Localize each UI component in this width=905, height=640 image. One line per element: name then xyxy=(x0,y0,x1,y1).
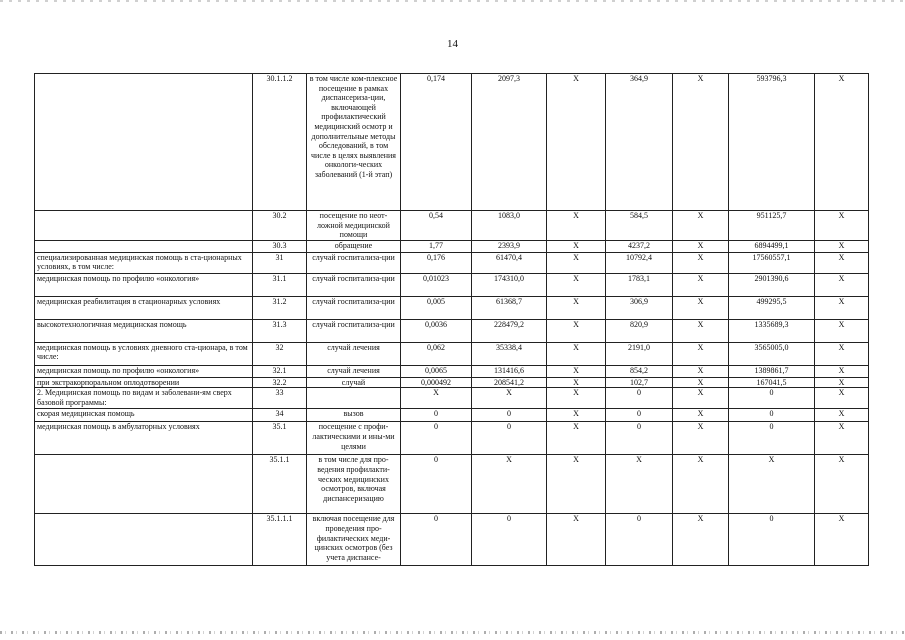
cell-c7: X xyxy=(815,514,869,566)
cell-c6: 0 xyxy=(729,514,815,566)
cell-c5: X xyxy=(673,319,729,342)
cell-unit: случай xyxy=(307,377,401,388)
cell-c6: 1389861,7 xyxy=(729,365,815,377)
cell-c3: X xyxy=(547,455,606,514)
cell-c7: X xyxy=(815,409,869,422)
cell-c7: X xyxy=(815,342,869,365)
cell-unit xyxy=(307,388,401,409)
cell-unit: случай госпитализа-ции xyxy=(307,252,401,273)
cell-name: специализированная медицинская помощь в ста-ционарных условиях, в том числе: xyxy=(35,252,253,273)
cell-c5: X xyxy=(673,240,729,252)
cell-code: 35.1 xyxy=(253,422,307,455)
cell-c7: X xyxy=(815,388,869,409)
cell-code: 35.1.1.1 xyxy=(253,514,307,566)
cell-c4: 4237,2 xyxy=(606,240,673,252)
table-row xyxy=(35,342,869,365)
cell-name xyxy=(35,74,253,211)
cell-code: 31 xyxy=(253,252,307,273)
cell-c2: 0 xyxy=(472,409,547,422)
cell-c3: X xyxy=(547,377,606,388)
table-row xyxy=(35,365,869,377)
cell-code: 31.3 xyxy=(253,319,307,342)
cell-c5: X xyxy=(673,74,729,211)
cell-c2: 174310,0 xyxy=(472,273,547,296)
cell-c2: 61470,4 xyxy=(472,252,547,273)
cell-c7: X xyxy=(815,273,869,296)
cell-c2: 35338,4 xyxy=(472,342,547,365)
cell-c5: X xyxy=(673,211,729,241)
cell-c6: 2901390,6 xyxy=(729,273,815,296)
table-row xyxy=(35,455,869,514)
cell-c2: X xyxy=(472,455,547,514)
cell-unit: случай госпитализа-ции xyxy=(307,273,401,296)
cell-c5: X xyxy=(673,365,729,377)
cell-c5: X xyxy=(673,409,729,422)
cell-c4: 584,5 xyxy=(606,211,673,241)
cell-c4: 2191,0 xyxy=(606,342,673,365)
cell-c1: 0 xyxy=(401,455,472,514)
cell-c7: X xyxy=(815,296,869,319)
cell-c6: 167041,5 xyxy=(729,377,815,388)
cell-unit: вызов xyxy=(307,409,401,422)
cell-c7: X xyxy=(815,422,869,455)
cell-c3: X xyxy=(547,422,606,455)
cell-code: 31.1 xyxy=(253,273,307,296)
cell-c5: X xyxy=(673,252,729,273)
cell-c3: X xyxy=(547,388,606,409)
cell-unit: посещение с профи-лактическими и ины-ми целями xyxy=(307,422,401,455)
cell-c1: 0,062 xyxy=(401,342,472,365)
table-row xyxy=(35,377,869,388)
cell-c7: X xyxy=(815,211,869,241)
cell-c7: X xyxy=(815,252,869,273)
cell-c2: 61368,7 xyxy=(472,296,547,319)
cell-c3: X xyxy=(547,240,606,252)
cell-c6: X xyxy=(729,455,815,514)
cell-unit: в том числе ком-плексное посещение в рамках диспансериза-ции, включающей профилактический медицинский осмотр и дополнительные методы обследований, в том числе в целях выявления онкологи-ческих заболеваний (1-й этап) xyxy=(307,74,401,211)
table-row xyxy=(35,409,869,422)
cell-c1: 0,0036 xyxy=(401,319,472,342)
cell-c1: 0,005 xyxy=(401,296,472,319)
cell-name: медицинская помощь в условиях дневного ста-ционара, в том числе: xyxy=(35,342,253,365)
cell-c5: X xyxy=(673,377,729,388)
cell-c6: 0 xyxy=(729,422,815,455)
cell-c7: X xyxy=(815,377,869,388)
cell-c1: 0 xyxy=(401,409,472,422)
cell-c2: 208541,2 xyxy=(472,377,547,388)
cell-code: 33 xyxy=(253,388,307,409)
cell-c2: 2393,9 xyxy=(472,240,547,252)
cell-code: 35.1.1 xyxy=(253,455,307,514)
cell-name: скорая медицинская помощь xyxy=(35,409,253,422)
cell-code: 32 xyxy=(253,342,307,365)
cell-name: медицинская помощь по профилю «онкология» xyxy=(35,365,253,377)
cell-code: 30.3 xyxy=(253,240,307,252)
table-row xyxy=(35,514,869,566)
cell-c7: X xyxy=(815,319,869,342)
cell-c4: 0 xyxy=(606,514,673,566)
cell-c4: 1783,1 xyxy=(606,273,673,296)
cell-c7: X xyxy=(815,74,869,211)
scan-noise-top xyxy=(0,0,905,2)
cell-c6: 17560557,1 xyxy=(729,252,815,273)
cell-unit: включая посещение для проведения про-филактических меди-цинских осмотров (без учета диспансе- xyxy=(307,514,401,566)
cell-c2: 2097,3 xyxy=(472,74,547,211)
table-row xyxy=(35,74,869,211)
cell-c4: 364,9 xyxy=(606,74,673,211)
cell-c1: 0,54 xyxy=(401,211,472,241)
cell-c5: X xyxy=(673,273,729,296)
table-row xyxy=(35,273,869,296)
cell-c4: 102,7 xyxy=(606,377,673,388)
cell-c3: X xyxy=(547,273,606,296)
cell-c6: 951125,7 xyxy=(729,211,815,241)
cell-unit: обращение xyxy=(307,240,401,252)
cell-c6: 6894499,1 xyxy=(729,240,815,252)
cell-c6: 593796,3 xyxy=(729,74,815,211)
table-row xyxy=(35,422,869,455)
cell-c1: 0,0065 xyxy=(401,365,472,377)
cell-code: 32.2 xyxy=(253,377,307,388)
cell-c7: X xyxy=(815,365,869,377)
table-body xyxy=(35,74,869,566)
cell-c7: X xyxy=(815,240,869,252)
cell-c6: 3565005,0 xyxy=(729,342,815,365)
cell-c5: X xyxy=(673,388,729,409)
cell-c1: 0,000492 xyxy=(401,377,472,388)
cell-c1: 0,176 xyxy=(401,252,472,273)
cell-c3: X xyxy=(547,342,606,365)
cell-name xyxy=(35,514,253,566)
cell-c4: 306,9 xyxy=(606,296,673,319)
cell-c4: 0 xyxy=(606,422,673,455)
cell-c6: 0 xyxy=(729,388,815,409)
table-row xyxy=(35,252,869,273)
cell-c3: X xyxy=(547,252,606,273)
cell-c2: 131416,6 xyxy=(472,365,547,377)
cell-c3: X xyxy=(547,74,606,211)
cell-code: 32.1 xyxy=(253,365,307,377)
cell-c4: 0 xyxy=(606,388,673,409)
cell-c5: X xyxy=(673,455,729,514)
cell-unit: случай лечения xyxy=(307,342,401,365)
cell-c1: 1,77 xyxy=(401,240,472,252)
cell-c6: 0 xyxy=(729,409,815,422)
cell-code: 30.2 xyxy=(253,211,307,241)
cell-c3: X xyxy=(547,365,606,377)
cell-c4: 820,9 xyxy=(606,319,673,342)
cell-name: 2. Медицинская помощь по видам и заболевани-ям сверх базовой программы: xyxy=(35,388,253,409)
cell-c3: X xyxy=(547,319,606,342)
cell-name: медицинская реабилитация в стационарных условиях xyxy=(35,296,253,319)
cell-c1: X xyxy=(401,388,472,409)
cell-c5: X xyxy=(673,342,729,365)
cell-c2: 0 xyxy=(472,422,547,455)
cell-unit: в том числе для про-ведения профилакти-ческих медицинских осмотров, включая диспансеризацию xyxy=(307,455,401,514)
cell-name xyxy=(35,455,253,514)
table-row xyxy=(35,296,869,319)
cell-c2: 1083,0 xyxy=(472,211,547,241)
cell-unit: случай лечения xyxy=(307,365,401,377)
cell-c4: 0 xyxy=(606,409,673,422)
table-row xyxy=(35,240,869,252)
cell-c2: 228479,2 xyxy=(472,319,547,342)
cell-name xyxy=(35,211,253,241)
table-row xyxy=(35,319,869,342)
cell-c6: 499295,5 xyxy=(729,296,815,319)
cell-c5: X xyxy=(673,422,729,455)
cell-unit: случай госпитализа-ции xyxy=(307,296,401,319)
cell-c3: X xyxy=(547,409,606,422)
cell-c3: X xyxy=(547,296,606,319)
page-number: 14 xyxy=(447,38,458,50)
table-row xyxy=(35,388,869,409)
cell-name: высокотехнологичная медицинская помощь xyxy=(35,319,253,342)
cell-name: медицинская помощь в амбулаторных условиях xyxy=(35,422,253,455)
cell-c6: 1335689,3 xyxy=(729,319,815,342)
cell-unit: случай госпитализа-ции xyxy=(307,319,401,342)
cell-name: при экстракорпоральном оплодотворении xyxy=(35,377,253,388)
cell-code: 31.2 xyxy=(253,296,307,319)
cell-unit: посещение по неот-ложной медицинской помощи xyxy=(307,211,401,241)
financing-table xyxy=(34,73,869,566)
cell-c5: X xyxy=(673,514,729,566)
cell-c4: X xyxy=(606,455,673,514)
cell-code: 34 xyxy=(253,409,307,422)
cell-name xyxy=(35,240,253,252)
cell-c1: 0,174 xyxy=(401,74,472,211)
cell-c3: X xyxy=(547,514,606,566)
cell-c3: X xyxy=(547,211,606,241)
cell-c1: 0 xyxy=(401,514,472,566)
cell-c7: X xyxy=(815,455,869,514)
cell-c1: 0,01023 xyxy=(401,273,472,296)
cell-c1: 0 xyxy=(401,422,472,455)
cell-code: 30.1.1.2 xyxy=(253,74,307,211)
table-row xyxy=(35,211,869,241)
cell-name: медицинская помощь по профилю «онкология» xyxy=(35,273,253,296)
cell-c5: X xyxy=(673,296,729,319)
cell-c2: X xyxy=(472,388,547,409)
scan-noise-bottom xyxy=(0,631,905,634)
cell-c2: 0 xyxy=(472,514,547,566)
cell-c4: 10792,4 xyxy=(606,252,673,273)
cell-c4: 854,2 xyxy=(606,365,673,377)
